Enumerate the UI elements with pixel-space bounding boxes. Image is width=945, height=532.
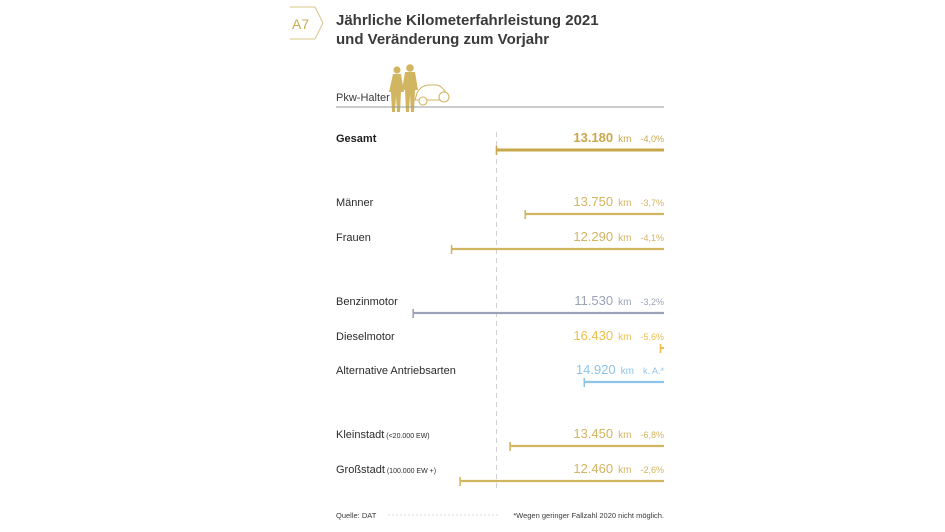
change-pct-3: %: [655, 297, 664, 307]
category-label-5: Alternative Antriebsarten: [336, 365, 456, 377]
footnote: *Wegen geringer Fallzahl 2020 nicht möglich.: [513, 511, 664, 520]
value-unit-3: km: [618, 297, 632, 308]
value-gap2-1: [631, 198, 640, 208]
chart-title-line2: und Veränderung zum Vorjahr: [336, 31, 550, 48]
value-number-5: 14.920: [575, 362, 616, 377]
value-number-4: 16.430: [573, 328, 614, 343]
change-label-2: -4,1: [640, 233, 656, 243]
value-label-5: [576, 362, 665, 377]
value-label-7: [573, 461, 664, 476]
change-pct-2: %: [655, 233, 664, 243]
category-label-3: Benzinmotor: [336, 296, 398, 308]
change-pct-4: %: [655, 332, 664, 342]
category-label-7: Großstadt (100.000 EW +): [336, 464, 437, 476]
value-unit-1: km: [618, 198, 632, 209]
value-gap2-2: [631, 233, 640, 243]
value-unit-0: km: [618, 134, 632, 145]
value-label-3: [574, 293, 664, 308]
value-label-2: [573, 229, 664, 244]
change-label-7: -2,6: [640, 465, 656, 475]
change-label-6: -6,8: [640, 430, 656, 440]
value-unit-4: km: [618, 332, 632, 343]
change-label-5: k. A.*: [642, 366, 664, 376]
category-label-4: Dieselmotor: [336, 331, 395, 343]
people-car-icon: [389, 64, 449, 112]
chart-title-line1: Jährliche Kilometerfahrleistung 2021: [336, 12, 599, 29]
value-number-7: 12.460: [573, 461, 614, 476]
category-label-6: Kleinstadt (<20.000 EW): [336, 429, 430, 441]
value-gap2-4: [631, 332, 640, 342]
value-number-1: 13.750: [573, 194, 614, 209]
value-label-1: [573, 194, 664, 209]
change-pct-6: %: [655, 430, 664, 440]
value-unit-6: km: [618, 430, 632, 441]
value-number-2: 12.290: [573, 229, 614, 244]
value-unit-2: km: [618, 233, 632, 244]
value-gap2-3: [631, 297, 640, 307]
bar-group: [336, 130, 664, 486]
value-number-0: 13.180: [573, 130, 614, 145]
value-gap2-6: [631, 430, 640, 440]
change-label-3: -3,2: [640, 297, 656, 307]
group-label: Pkw-Halter: [336, 92, 390, 104]
value-number-3: 11.530: [574, 293, 614, 308]
change-label-4: -5,6: [640, 332, 656, 342]
badge-label: A7: [292, 16, 310, 32]
change-label-0: -4,0: [640, 134, 656, 144]
value-unit-5: km: [620, 366, 634, 377]
category-label-2: Frauen: [336, 232, 371, 244]
value-label-4: [573, 328, 664, 343]
value-gap2-0: [631, 134, 640, 144]
change-label-1: -3,7: [640, 198, 656, 208]
value-number-6: 13.450: [573, 426, 614, 441]
category-note-7: (100.000 EW +): [384, 468, 437, 475]
category-note-6: (<20.000 EW): [384, 433, 430, 440]
value-label-6: [573, 426, 664, 441]
value-gap2-5: [634, 366, 643, 376]
change-pct-0: %: [655, 134, 664, 144]
change-pct-1: %: [655, 198, 664, 208]
category-label-0: Gesamt: [336, 133, 377, 145]
value-label-0: [573, 130, 664, 145]
value-unit-7: km: [618, 465, 632, 476]
category-label-1: Männer: [336, 197, 374, 209]
source-label: Quelle: DAT: [336, 511, 377, 520]
change-pct-7: %: [655, 465, 664, 475]
value-gap2-7: [631, 465, 640, 475]
